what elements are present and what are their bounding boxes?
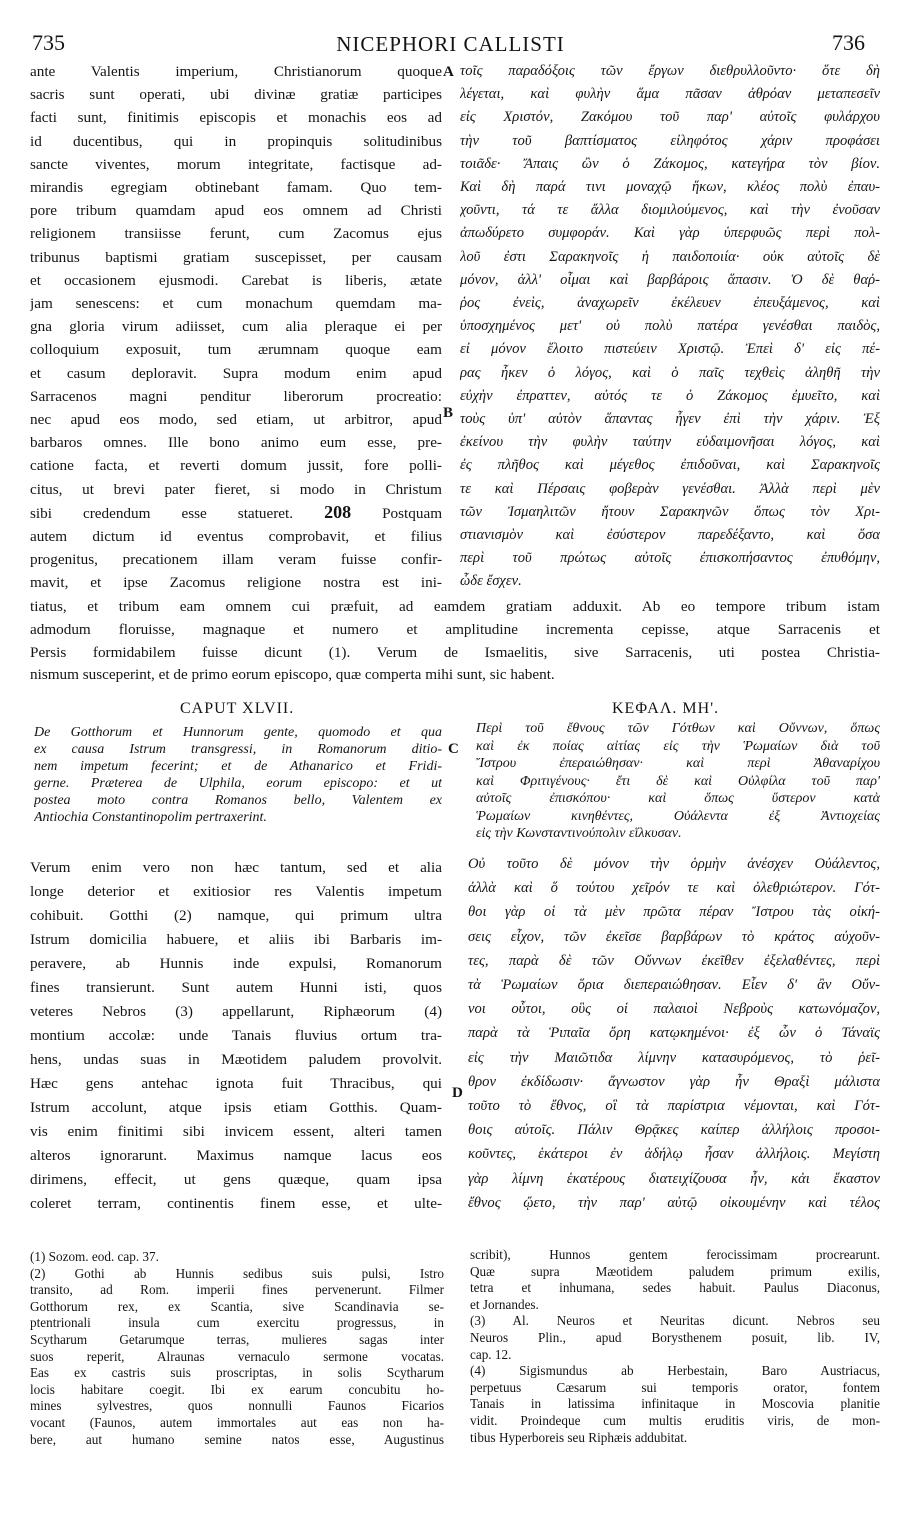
text-line: εἰς Χριστόν, Ζακόμου τοῦ παρ' αὐτοῖς φυλάρχου <box>460 109 880 126</box>
footnote-line: cap. 12. <box>470 1346 512 1362</box>
footnote-line: Quæ supra Mæotidem paludem primum exilis, <box>470 1263 880 1279</box>
text-line: colloquium exposuit, tum ærumnam quoque eam <box>30 341 442 359</box>
latin-column-top <box>30 60 442 595</box>
text-line: Sarracenos magni penditur liberorum procreatio: <box>30 387 442 405</box>
footnote-line: perpetuus Cæsarum sui temporis orator, fontem <box>470 1379 880 1395</box>
text-line: στιανισμὸν καὶ ἐσύστερον παρεδέξαντο, καὶ ὅσα <box>460 527 880 544</box>
text-line: χοῦντι, τά τε ἄλλα διομιλούμενος, καὶ τὴν ἐνοῦσαν <box>460 202 880 219</box>
margin-letter-c: C <box>448 741 459 757</box>
summary-line: Ῥωμαίων κινηθέντες, Οὐάλεντα ἐξ Ἀντιοχείας <box>476 808 880 824</box>
text-line: Istrum domicilia habuere, et aliis ibi Barbaris im- <box>30 931 442 948</box>
text-line: Καὶ δὴ παρά τινι μοναχῷ ἥκων, κλέος πολὺ ἐπαυ- <box>460 179 880 196</box>
text-line: catione facta, et reverti domum jussit, fore polli- <box>30 457 442 475</box>
latin-column-bottom <box>30 856 442 1216</box>
footnote-line: Scytharum Getarumque terras, mulieres sagas inter <box>30 1331 444 1347</box>
text-line: et occasionem ejusmodi. Carebat is liberis, ætate <box>30 271 442 289</box>
text-line: fines transierunt. Sunt autem Hunni isti, quos <box>30 979 442 996</box>
text-line: sancte viventes, morum integritate, factisque ad- <box>30 155 442 173</box>
footnote-line: (2) Gothi ab Hunnis sedibus suis pulsi, Istro <box>30 1265 444 1281</box>
text-line: ante Valentis imperium, Christianorum quoque <box>30 63 442 80</box>
text-line: Verum enim vero non hæc tantum, sed et alia <box>30 859 442 876</box>
text-line: montium accolæ: unde Tanais fluvius ortum tra- <box>30 1027 442 1044</box>
text-line: cohibuit. Gotthi (2) namque, qui primum ultra <box>30 907 442 924</box>
text-line-with-number <box>30 501 442 525</box>
footnote-line: (4) Sigismundus ab Herbestain, Baro Austriacus, <box>470 1363 880 1379</box>
summary-line: καὶ Φριτιγένους· ἔτι δὲ καὶ Οὐλφίλα τοῦ παρ' <box>476 773 880 789</box>
text-line: peravere, ab Hunnis inde expulsi, Romanorum <box>30 955 442 972</box>
text-line: τοῖς παραδόξοις τῶν ἔργων διεθρυλλοῦντο· ὅτε δὴ <box>460 63 880 79</box>
footnote-line: vocant (Faunos, autem immortales aut eas non ha- <box>30 1414 444 1430</box>
text-line-part: sibi credendum esse statueret. <box>30 504 294 522</box>
footnote-line: Tanais in latissima infinitaque in Moscovia planitie <box>470 1396 880 1412</box>
latin-full-width-paragraph <box>30 596 880 687</box>
text-line: τοὺς ὑπ' αὐτὸν ἅπαντας ἦγεν ἐπὶ τὴν χάριν. Ἐξ <box>460 411 880 428</box>
text-line: barbaros omnes. Ille bono animo eum esse, pre- <box>30 434 442 452</box>
summary-line: Περὶ τοῦ ἔθνους τῶν Γότθων καὶ Οὔννων, ὅπως <box>476 721 880 736</box>
text-line: vis enim finitimi sibi invicem essent, alteri tamen <box>30 1123 442 1140</box>
summary-line: Antiochia Constantinopolim pertraxerint. <box>34 810 267 825</box>
text-line: admodum floruisse, magnaque et numero et amplitudine incrementa cepisse, atque Sarracenis et <box>30 620 880 638</box>
footnote-line: locis habitare coegit. Ibi ex earum concubitu ho- <box>30 1381 444 1397</box>
footnote-line: transito, ad Rom. imperii fines pervenerunt. Filmer <box>30 1282 444 1298</box>
text-line: μόνον, ἀλλ' οἶμαι καὶ βαρβάροις ἅπασιν. Ὁ δὲ θαῤ- <box>460 271 880 288</box>
text-line: τὰ Ῥωμαίων ὅρια διεπεραιώθησαν. Εἶεν δ' ἂν Οὔν- <box>468 977 880 994</box>
text-line: autem dictum id eventus comprobavit, et filius <box>30 528 442 546</box>
text-line: nismum susceperint, et de primo eorum episcopo, quæ comperta mihi sunt, sic habent. <box>30 666 555 684</box>
footnote-line: mines sylvestres, quos nonnulli Faunos Ficarios <box>30 1398 444 1414</box>
text-line: τες, παρὰ δὲ τῶν Οὔννων ἐκεῖθεν ἐξελαθέντες, περὶ <box>468 952 880 969</box>
footnote-line: vidit. Proindeque cum multis eruditis viris, de mon- <box>470 1412 880 1428</box>
footnote-line: et Jornandes. <box>470 1296 539 1312</box>
greek-column-top <box>460 60 880 594</box>
text-line: hens, undas suas in Mæotidem paludem provolvit. <box>30 1051 442 1068</box>
text-line: θοι γὰρ οἱ τὰ μὲν πρῶτα πέραν Ἴστρου τὰς οἰκή- <box>468 904 880 921</box>
footnote-line: tetra et inhumana, sedes habuit. Paulus Diaconus, <box>470 1280 880 1296</box>
text-line: longe deterior et exitiosior res Valentis impetum <box>30 883 442 900</box>
text-line: gna gloria virum adiisset, cum alia pleraque ei per <box>30 318 442 336</box>
text-line: veteres Nebros (3) appellarunt, Riphæorum (4) <box>30 1003 442 1020</box>
running-head: NICEPHORI CALLISTI <box>336 32 565 56</box>
summary-line: καὶ ἐκ ποίας αἰτίας εἰς τὴν Ῥωμαίων διὰ τοῦ <box>476 738 880 754</box>
text-line: σεις εἶχον, τῶν ἐκεῖσε βαρβάρων τὸ κράτος αὐχοῦν- <box>468 928 880 945</box>
text-line: τοῦτο τὸ ἔθνος, οἳ τὰ παρίστρια νέμονται, καὶ Γότ- <box>468 1098 880 1115</box>
chapter-heading-latin: CAPUT XLVII. <box>180 700 295 717</box>
text-line: religionem transiisse ferunt, cum Zacomus ejus <box>30 225 442 243</box>
margin-letter-b: B <box>443 405 454 421</box>
text-line: Persis formidabilem fuisse dicunt (1). Verum de Ismaelitis, sive Sarracenis, uti postea Christia- <box>30 643 880 661</box>
text-line: tribunus baptismi gratiam suscepisset, per causam <box>30 248 442 266</box>
text-line: τε καὶ Πέρσαις φοβερὰν γενέσθαι. Ἀλλὰ περὶ μὲν <box>460 480 880 497</box>
text-line: nec apud eos modo, sed etiam, ut arbitror, apud <box>30 411 442 429</box>
text-line: jam senescens: et cum monachum quemdam ma- <box>30 295 442 313</box>
text-line: τῶν Ἰσμαηλιτῶν ἤτουν Σαρακηνῶν ὅπως τὸν Χρι- <box>460 503 880 520</box>
greek-column-bottom <box>468 852 880 1215</box>
text-line: ἀπωδύρετο συμφοράν. Καὶ γὰρ ὑπερφυῶς περὶ πολ- <box>460 225 880 242</box>
text-line: tiatus, et tribum eam omnem cui præfuit, ad eamdem gratiam adduxit. Ab eo tempore tribum istam <box>30 598 880 615</box>
summary-line: postea moto contra Romanos bello, Valentem ex <box>34 793 442 808</box>
margin-letter-d: D <box>452 1085 463 1101</box>
footnotes-left <box>30 1249 444 1448</box>
footnote-line: Neuros Plin., apud Borysthenem posuit, lib. IV, <box>470 1329 880 1345</box>
text-line: ἀλλὰ καὶ ὅ τούτου χεῖρόν τε καὶ ὀλεθριώτερον. Γότ- <box>468 880 880 897</box>
text-line: id ducentibus, qui in propinquis solitudinibus <box>30 132 442 150</box>
text-line: mirandis egregiam obtinebant famam. Quo tem- <box>30 179 442 197</box>
text-line: ἐκείνου τὴν φυλὴν ταύτην εὐδαιμονῆσαι λόγος, καὶ <box>460 434 880 451</box>
text-line: ὧδε ἔσχεν. <box>460 573 522 590</box>
text-line: γὰρ λίμνη ἑκατέρους διατειχίζουσα ἦν, κἀι ἕκαστον <box>468 1170 880 1187</box>
summary-line: Ἴστρου ἐπεραιώθησαν· καὶ περὶ Ἀθαναρίχου <box>476 756 880 771</box>
footnote-line: (3) Al. Neuros et Neuritas dicunt. Nebros seu <box>470 1313 880 1329</box>
text-line: alteros ignorarunt. Maximus namque lacus eos <box>30 1147 442 1164</box>
summary-line: εἰς τὴν Κωνσταντινούπολιν εἵλκυσαν. <box>476 826 682 841</box>
text-line: λοῦ ἐστι Σαρακηνοῖς ἡ παιδοποιία· οὐκ αὐτοῖς δὲ <box>460 248 880 265</box>
text-line: citus, ut brevi pater fieret, si modo in Christum <box>30 480 442 498</box>
text-line: νοι οὗτοι, οὓς οἱ παλαιοὶ Νεβροὺς κατωνόμαζον, <box>468 1001 880 1018</box>
text-line: εἰς τὴν Μαιῶτιδα λίμνην κατασυρόμενος, τὸ ῥεῖ- <box>468 1049 880 1066</box>
text-line: ὑποσχημένος μετ' οὐ πολὺ πατέρα γενέσθαι παιδὸς, <box>460 318 880 335</box>
footnotes-right <box>470 1247 880 1446</box>
text-line: mavit, et ipse Zacomus religione nostra est ini- <box>30 574 442 592</box>
chapter-heading-greek: ΚΕΦΑΛ. ΜΗ'. <box>612 700 720 717</box>
footnote-line: bere, aut humano semine natos esse, Augustinus <box>30 1431 444 1447</box>
footnote-line: (1) Sozom. eod. cap. 37. <box>30 1249 159 1264</box>
summary-line: αὐτοῖς ἐπισκόπου· καὶ ὅπως ὕστερον κατὰ <box>476 791 880 806</box>
text-line: τὴν τοῦ βαπτίσματος εἰληφότος χάριν προφάσει <box>460 132 880 149</box>
page-number-left: 735 <box>32 30 65 55</box>
text-line: κοῦντες, ἑκάτεροι ἐν ἀδήλῳ ἦσαν ἀλλήλοις. Μεγίστη <box>468 1146 880 1163</box>
text-line: περὶ τοῦ πρώτως αὐτοῖς ἐπισκοπήσαντος ἐπυθόμην, <box>460 550 880 567</box>
footnote-line: Gotthorum rex, ex Scantia, sive Scandinavia se- <box>30 1298 444 1314</box>
text-line: ἔθνος ᾤετο, τὴν παρ' αὐτῷ οἰκουμένην καὶ τέλος <box>468 1194 880 1211</box>
text-line: facti sunt, finitimis episcopis et monachis eos ad <box>30 109 442 127</box>
text-line: sacris sunt operati, ubi divinæ gratiæ participes <box>30 86 442 104</box>
text-line: ῥος ἐνεὶς, ἀναχωρεῖν ἐκέλευεν ἐπευξάμενος, καὶ <box>460 295 880 312</box>
summary-line: nem impetum fecerint; et de Athanarico et Fridi- <box>34 759 442 774</box>
summary-line: De Gotthorum et Hunnorum gente, quomodo et qua <box>34 725 442 740</box>
chapter-summary-greek <box>476 720 880 843</box>
footnote-line: ptentrionali insula cum exercitu progressus, in <box>30 1315 444 1331</box>
text-line: θρον ἐκδίδωσιν· ἄγνωστον γὰρ ἦν Θραξὶ μάλιστα <box>468 1073 880 1090</box>
text-line: ρας ἧκεν ὁ λόγος, καὶ ὁ παῖς τεχθεὶς ἀληθῆ τὴν <box>460 364 880 381</box>
footnote-line: Eas ex castris suis proscriptas, in solis Scytharum <box>30 1365 444 1381</box>
footnote-line: scribit), Hunnos gentem ferocissimam procrearunt. <box>470 1247 880 1262</box>
text-line: dirimens, effecit, ut gens quæque, quam ipsa <box>30 1171 442 1188</box>
text-line: progenitus, precationem illam veram fuisse confir- <box>30 551 442 569</box>
text-line: Hæc gens antehac ignota fuit Thracibus, qui <box>30 1075 442 1092</box>
text-line: coleret terram, continentis finem esse, et ulte- <box>30 1195 442 1212</box>
text-line: Οὐ τοῦτο δὲ μόνον τὴν ὁρμὴν ἀνέσχεν Οὐάλεντος, <box>468 856 880 872</box>
margin-letter-a: A <box>443 64 454 80</box>
text-line: λέγεται, καὶ φυλὴν ἅμα πᾶσαν ἀθρόαν μεταπεσεῖν <box>460 86 880 103</box>
text-line: pore tribum quamdam apud eos omnem ad Christi <box>30 202 442 220</box>
text-line: Istrum accolunt, atque ipsis etiam Gotthis. Quam- <box>30 1099 442 1116</box>
text-line: θοις αὐτοῖς. Πάλιν Θρᾷκες καίπερ ἀλλήλοις προσοι- <box>468 1122 880 1139</box>
text-line: τοιᾶδε· Ἄπαις ὢν ὁ Ζάκομος, κατεγήρα τὸν βίον. <box>460 155 880 172</box>
text-line-part: Postquam <box>382 504 442 522</box>
summary-line: ex causa Istrum transgressi, in Romanorum ditio- <box>34 742 442 757</box>
text-line: εὐχὴν ἐπραττεν, αὐτός τε ὁ Ζάκομος ἐμυεῖτο, καὶ <box>460 387 880 404</box>
footnote-line: tibus Hyperboreis seu Riphæis addubitat. <box>470 1429 688 1445</box>
summary-line: gerne. Præterea de Ulphila, eorum episcopo: et ut <box>34 776 442 791</box>
text-line: et casum deploravit. Supra modum enim apud <box>30 364 442 382</box>
text-line: ἐς πλῆθος καὶ μέγεθος ἐπιδοῦναι, καὶ Σαρακηνοῖς <box>460 457 880 474</box>
inline-column-number: 208 <box>324 501 352 522</box>
text-line: παρὰ τὰ Ῥιπαῖα ὄρη κατῳκημένοι· ἐξ ὧν ὁ Τάναϊς <box>468 1025 880 1042</box>
chapter-summary-latin <box>34 724 442 826</box>
text-line: εἰ μόνον ἕλοιτο πιστεύειν Χριστῷ. Ἐπεὶ δ' εἰς πέ- <box>460 341 880 358</box>
footnote-line: suos reperit, Alraunas vernaculo sermone vocatas. <box>30 1348 444 1364</box>
page-number-right: 736 <box>832 30 865 55</box>
